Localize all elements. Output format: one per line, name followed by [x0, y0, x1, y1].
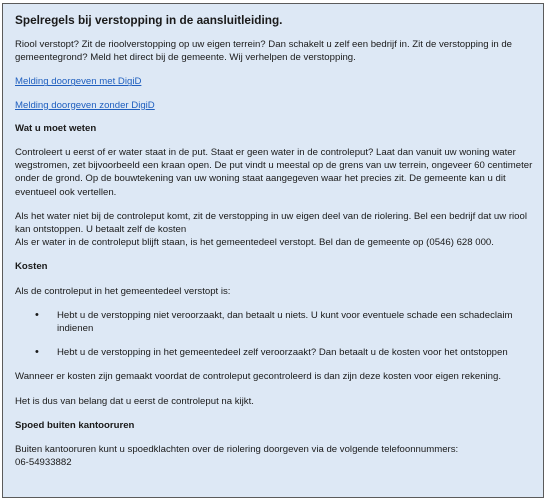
list-item-text: Hebt u de verstopping in het gemeentedeel zelf veroorzaakt? Dan betaalt u de kosten voor het ontstoppen [57, 347, 508, 359]
intro-paragraph: Riool verstopt? Zit de rioolverstopping op uw eigen terrein? Dan schakelt u zelf een bedrijf in. Zit de verstopping in de gemeentegrond? Meld het direct bij de gemeente. Wij verhelpen de verstopping. [15, 39, 513, 64]
page-title: Spelregels bij verstopping in de aansluitleiding. [15, 13, 283, 27]
urgent-paragraph [15, 443, 533, 469]
emergency-phone-number: 06-54933882 [15, 457, 72, 469]
link-row-with-digid [15, 75, 533, 88]
report-without-digid-link[interactable]: Melding doorgeven zonder DigiD [15, 99, 155, 111]
info-panel [2, 3, 544, 498]
list-item [15, 309, 533, 335]
report-with-digid-link[interactable]: Melding doorgeven met DigiD [15, 76, 142, 88]
check-drain-paragraph: Controleert u eerst of er water staat in de put. Staat er geen water in de controleput? Laat dan vanuit uw woning water wegstromen, zet bijvoorbeeld een kraan open. De put vindt u meestal op de grens van uw terrein, ongeveer 60 centimeter onder de grond. Op de bouwtekening van uw woning staat aangegeven waar het precies zit. De gemeente kan u dit eventueel ook vertellen. [15, 147, 533, 198]
municipal-part-text: Als er water in de controleput blijft staan, is het gemeentedeel verstopt. Bel dan de gemeente op (0546) 628 000. [15, 237, 494, 249]
responsibility-paragraph [15, 210, 533, 250]
bullet-icon: • [35, 308, 39, 321]
urgent-text: Buiten kantooruren kunt u spoedklachten over de riolering doorgeven via de volgende telefoonnummers: [15, 444, 459, 456]
list-item-text: Hebt u de verstopping niet veroorzaakt, dan betaalt u niets. U kunt voor eventuele schade een schadeclaim indienen [57, 309, 513, 335]
check-first-paragraph: Het is dus van belang dat u eerst de controleput na kijkt. [15, 395, 254, 407]
costs-bullet-list [15, 309, 533, 360]
list-item [15, 346, 533, 359]
section-heading-urgent: Spoed buiten kantooruren [15, 419, 135, 431]
link-row-without-digid [15, 99, 533, 112]
section-heading-what-to-know: Wat u moet weten [15, 122, 97, 134]
bullet-icon: • [35, 346, 39, 359]
section-heading-costs: Kosten [15, 261, 48, 273]
own-part-text: Als het water niet bij de controleput komt, zit de verstopping in uw eigen deel van de riolering. Bel een bedrijf dat uw riool kan ontstoppen. U betaalt zelf de kosten [15, 210, 527, 236]
costs-lead-text: Als de controleput in het gemeentedeel verstopt is: [15, 285, 231, 297]
costs-own-account-paragraph: Wanneer er kosten zijn gemaakt voordat de controleput gecontroleerd is dan zijn deze kosten voor eigen rekening. [15, 371, 502, 383]
